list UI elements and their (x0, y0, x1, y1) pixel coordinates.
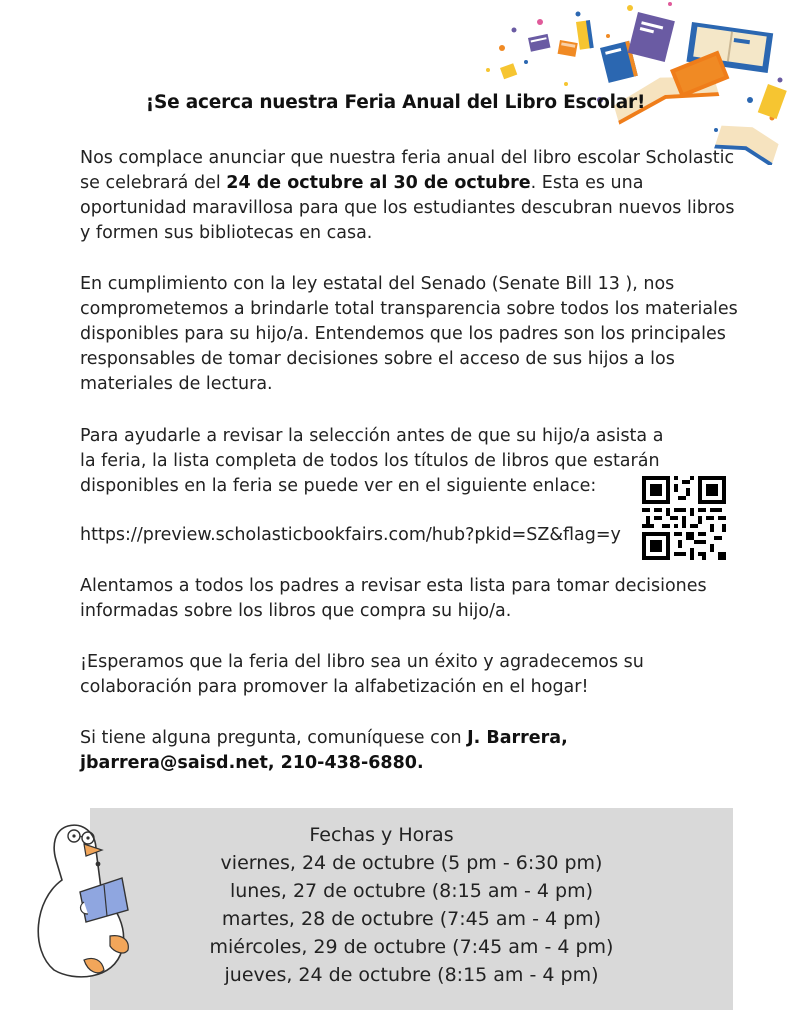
fair-dates: 24 de octubre al 30 de octubre (226, 173, 531, 193)
schedule-line: jueves, 24 de octubre (8:15 am - 4 pm) (224, 964, 599, 986)
intro-paragraph (80, 146, 740, 246)
book-list-link[interactable]: https://preview.scholasticbookfairs.com/hub?pkid=SZ&flag=y (80, 525, 621, 545)
schedule-line: martes, 28 de octubre (7:45 am - 4 pm) (221, 908, 602, 930)
intro-text: Nos complace anunciar que nuestra feria anual del libro escolar Scholastic se celebrará del (80, 148, 735, 193)
encourage-paragraph: Alentamos a todos los padres a revisar esta lista para tomar decisiones informadas sobre los libros que compra su hijo/a. (80, 576, 707, 621)
review-paragraph: Para ayudarle a revisar la selección antes de que su hijo/a asista a la feria, la lista completa de todos los títulos de libros que estarán disponibles en la feria se puede ver en el siguiente enlace: (80, 426, 664, 496)
contact-details: J. Barrera, jbarrera@saisd.net, 210-438-6880. (80, 728, 568, 773)
law-paragraph: En cumplimiento con la ley estatal del Senado (Senate Bill 13 ), nos comprometemos a brindarle total transparencia sobre todos los materiales disponibles para su hijo/a. Entendemos que los padres son los principales responsables de tomar decisiones sobre el acceso de sus hijos a los materiales de lectura. (80, 274, 738, 394)
schedule-box (90, 808, 733, 1010)
goose-reading-illustration (24, 810, 140, 982)
schedule-line: lunes, 27 de octubre (8:15 am - 4 pm) (229, 880, 594, 902)
contact-paragraph (80, 726, 740, 776)
contact-text: Si tiene alguna pregunta, comuníquese con (80, 728, 468, 748)
intro-text-end: . Esta es una oportunidad maravillosa para que los estudiantes descubran nuevos libros y formen sus bibliotecas en casa. (80, 173, 735, 243)
thanks-paragraph: ¡Esperamos que la feria del libro sea un éxito y agradecemos su colaboración para promover la alfabetización en el hogar! (80, 652, 644, 697)
schedule-heading: Fechas y Horas (309, 824, 454, 846)
schedule-line: miércoles, 29 de octubre (7:45 am - 4 pm) (209, 936, 614, 958)
qr-code-icon (642, 476, 726, 560)
schedule-line: viernes, 24 de octubre (5 pm - 6:30 pm) (220, 852, 603, 874)
page-title: ¡Se acerca nuestra Feria Anual del Libro Escolar! (145, 92, 646, 113)
books-illustration (480, 0, 791, 165)
